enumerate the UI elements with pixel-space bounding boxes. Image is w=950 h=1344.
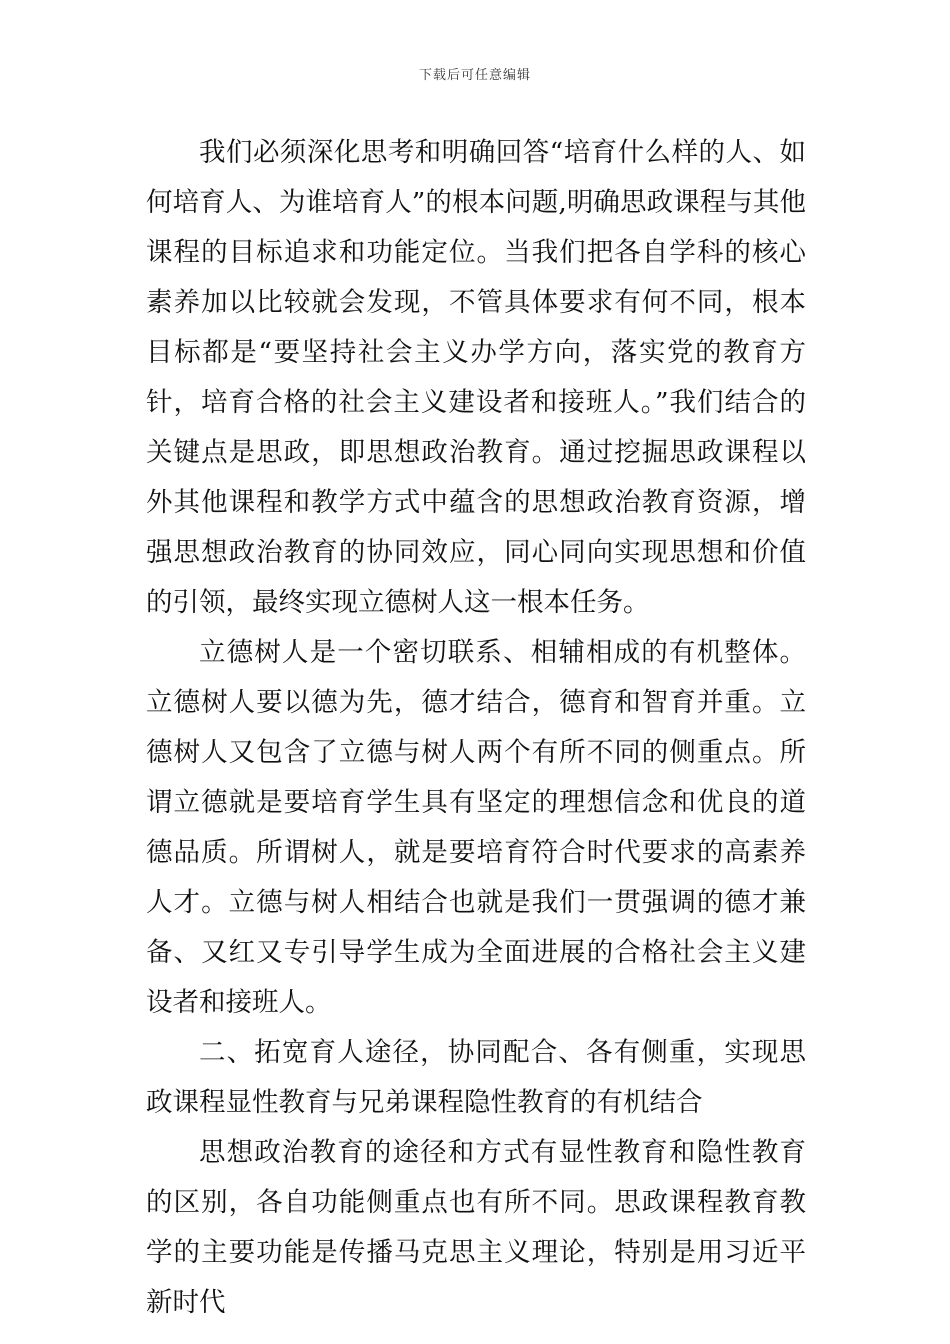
paragraph-1: 我们必须深化思考和明确回答“培育什么样的人、如何培育人、为谁培育人”的根本问题,明确思政课程与其他课程的目标追求和功能定位。当我们把各自学科的核心素养加以比较就会发现，不管具体要求有何不同，根本目标都是“要坚持社会主义办学方向，落实党的教育方针，培育合格的社会主义建设者和接班人。”我们结合的关键点是思政，即思想政治教育。通过挖掘思政课程以外其他课程和教学方式中蕴含的思想政治教育资源，增强思想政治教育的协同效应，同心同向实现思想和价值的引领，最终实现立德树人这一根本任务。 — [146, 137, 806, 618]
section-heading: 二、拓宽育人途径，协同配合、各有侧重，实现思政课程显性教育与兄弟课程隐性教育的有机结合 — [146, 1037, 806, 1118]
paragraph-3: 思想政治教育的途径和方式有显性教育和隐性教育的区别，各自功能侧重点也有所不同。思政课程教育教学的主要功能是传播马克思主义理论，特别是用习近平新时代 — [146, 1137, 806, 1318]
document-body — [146, 128, 806, 1328]
page-header: 下载后可任意编辑 — [418, 68, 531, 83]
paragraph-2: 立德树人是一个密切联系、相辅相成的有机整体。立德树人要以德为先，德才结合，德育和智育并重。立德树人又包含了立德与树人两个有所不同的侧重点。所谓立德就是要培育学生具有坚定的理想信念和优良的道德品质。所谓树人，就是要培育符合时代要求的高素养人才。立德与树人相结合也就是我们一贯强调的德才兼备、又红又专引导学生成为全面进展的合格社会主义建设者和接班人。 — [146, 637, 806, 1018]
